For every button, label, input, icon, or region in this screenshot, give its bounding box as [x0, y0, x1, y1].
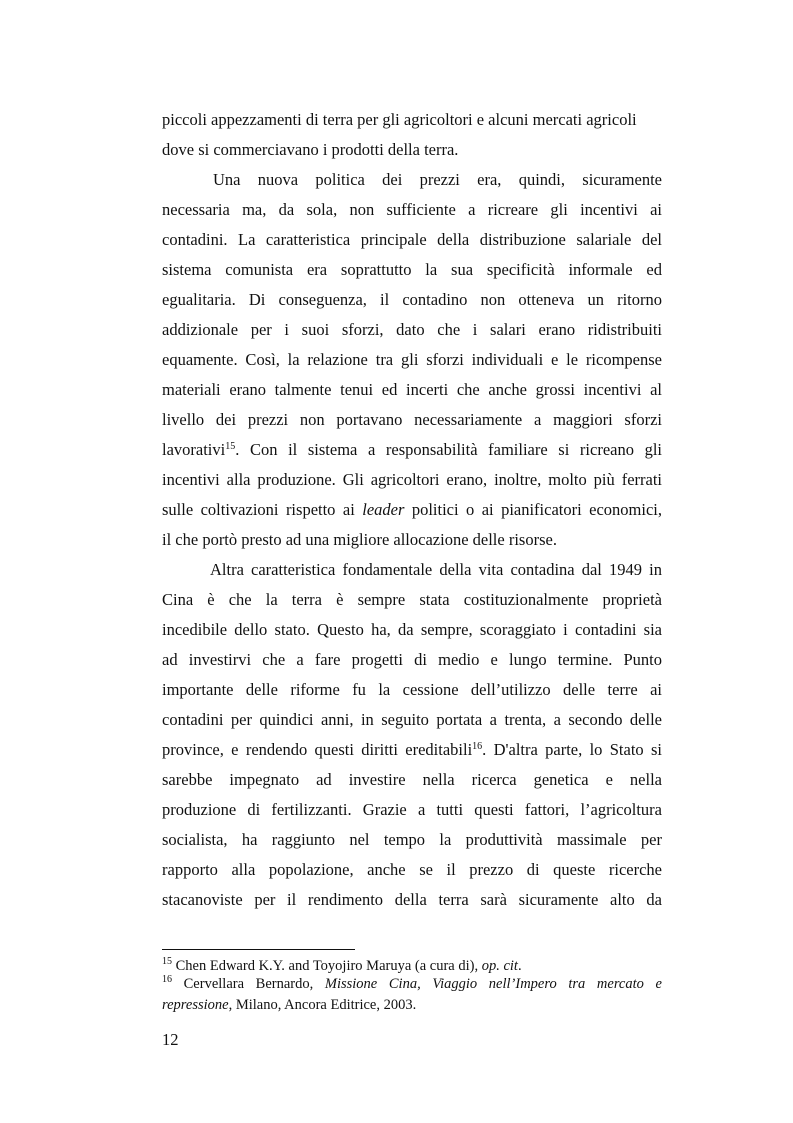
footnote-ref-16: 16 [472, 741, 483, 752]
page-number: 12 [162, 1030, 179, 1049]
footnote-15: $^{15}$ Chen Edward K.Y. and Toyojiro Maruya (a cura di), op. cit. [162, 956, 522, 974]
footnote-16-line-2: repressione, Milano, Ancora Editrice, 2003. [162, 997, 417, 1013]
body-line-20: importante delle riforme fu la cessione dell’utilizzo delle terre ai [162, 680, 662, 699]
footnote-16-line-1: $^{16}$ Cervellara Bernardo, Missione Cina, Viaggio nell’Impero tra mercato e [162, 974, 662, 992]
body-line-24: produzione di fertilizzanti. Grazie a tutti questi fattori, l’agricoltura [162, 800, 662, 819]
body-line-11: livello dei prezzi non portavano necessariamente a maggiori sforzi [162, 410, 662, 429]
footnote-divider [162, 949, 355, 950]
body-line-6: sistema comunista era soprattutto la sua specificità informale ed [162, 260, 662, 279]
body-line-17: Cina è che la terra è sempre stata costituzionalmente proprietà [162, 590, 662, 609]
body-line-14: sulle coltivazioni rispetto ai leader politici o ai pianificatori economici, [162, 500, 662, 519]
italic-term: leader [362, 500, 405, 519]
body-line-2: dove si commerciavano i prodotti della terra. [162, 140, 459, 159]
body-line-16: Altra caratteristica fondamentale della vita contadina dal 1949 in [210, 560, 662, 579]
body-line-13: incentivi alla produzione. Gli agricoltori erano, inoltre, molto più ferrati [162, 470, 662, 489]
body-line-21: contadini per quindici anni, in seguito portata a trenta, a secondo delle [162, 710, 662, 729]
body-line-25: socialista, ha raggiunto nel tempo la produttività massimale per [162, 830, 662, 849]
body-line-1: piccoli appezzamenti di terra per gli agricoltori e alcuni mercati agricoli [162, 110, 637, 129]
body-line-27: stacanoviste per il rendimento della terra sarà sicuramente alto da [162, 890, 662, 909]
body-line-22: province, e rendendo questi diritti ereditabili$^{16}$. D'altra parte, lo Stato si [162, 740, 662, 759]
body-line-8: addizionale per i suoi sforzi, dato che i salari erano ridistribuiti [162, 320, 662, 339]
body-line-5: contadini. La caratteristica principale della distribuzione salariale del [162, 230, 662, 249]
body-line-26: rapporto alla popolazione, anche se il prezzo di queste ricerche [162, 860, 662, 879]
body-line-9: equamente. Così, la relazione tra gli sforzi individuali e le ricompense [162, 350, 662, 369]
body-line-12: lavorativi$^{15}$. Con il sistema a responsabilità familiare si ricreano gli [162, 440, 662, 459]
body-line-18: incedibile dello stato. Questo ha, da sempre, scoraggiato i contadini sia [162, 620, 662, 639]
footnote-ref-15: 15 [225, 441, 236, 452]
body-line-15: il che portò presto ad una migliore allocazione delle risorse. [162, 530, 557, 549]
body-line-23: sarebbe impegnato ad investire nella ricerca genetica e nella [162, 770, 662, 789]
body-line-19: ad investirvi che a fare progetti di medio e lungo termine. Punto [162, 650, 662, 669]
body-line-4: necessaria ma, da sola, non sufficiente a ricreare gli incentivi ai [162, 200, 662, 219]
body-line-10: materiali erano talmente tenui ed incerti che anche grossi incentivi al [162, 380, 662, 399]
body-line-3: Una nuova politica dei prezzi era, quindi, sicuramente [213, 170, 662, 189]
body-line-7: egualitaria. Di conseguenza, il contadino non otteneva un ritorno [162, 290, 662, 309]
